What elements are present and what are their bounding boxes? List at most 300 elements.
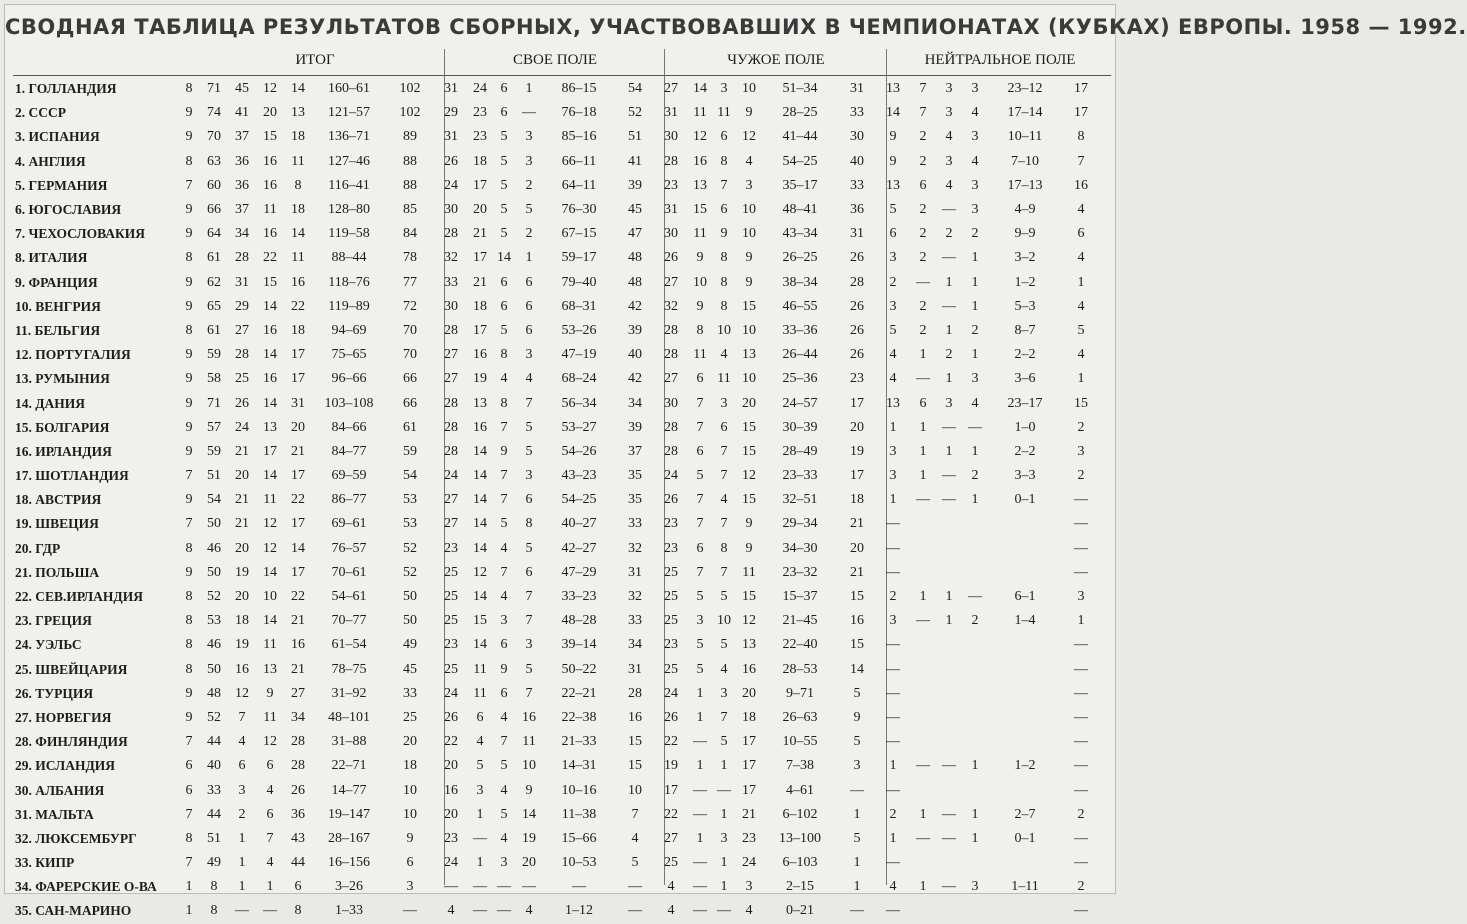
away-cell: 22–40: [782, 637, 818, 653]
team-name: 33. КИПР: [15, 855, 75, 871]
away-cell: 23–33: [782, 468, 818, 484]
away-cell: 17: [850, 468, 864, 484]
neutral-cell: 7: [919, 81, 927, 97]
away-cell: 17: [742, 734, 756, 750]
neutral-cell: —: [1074, 734, 1088, 750]
home-cell: 35: [628, 492, 642, 508]
home-cell: 86–15: [561, 81, 597, 97]
team-name: 3. ИСПАНИЯ: [15, 129, 100, 145]
away-cell: 6: [720, 419, 728, 435]
total-cell: 7: [266, 830, 274, 846]
total-cell: 33: [207, 782, 221, 798]
home-cell: 10–53: [561, 855, 597, 871]
away-cell: 30: [850, 129, 864, 145]
total-cell: 19–147: [328, 806, 370, 822]
home-cell: 4: [500, 589, 508, 605]
away-cell: —: [717, 903, 731, 919]
team-name: 24. УЭЛЬС: [15, 637, 82, 653]
table-row: [13, 851, 1100, 875]
home-cell: 14: [522, 806, 536, 822]
away-cell: 7: [720, 443, 728, 459]
total-cell: 10: [263, 589, 277, 605]
neutral-cell: 9: [889, 153, 897, 169]
neutral-cell: —: [886, 661, 900, 677]
total-cell: 11: [291, 153, 305, 169]
neutral-cell: 9–9: [1014, 226, 1036, 242]
home-cell: 28: [628, 685, 642, 701]
home-cell: 20: [522, 855, 536, 871]
neutral-cell: 2: [1077, 419, 1085, 435]
away-cell: 3: [720, 830, 728, 846]
away-cell: 14: [850, 661, 864, 677]
total-cell: 6: [294, 879, 302, 895]
neutral-cell: 17: [1074, 105, 1088, 121]
total-cell: 21: [291, 613, 305, 629]
table-row: [13, 198, 1100, 222]
away-cell: 13: [742, 347, 756, 363]
away-cell: 24: [664, 685, 678, 701]
home-cell: 16: [522, 709, 536, 725]
away-cell: 28: [664, 347, 678, 363]
home-cell: 33: [444, 274, 458, 290]
home-cell: 8: [525, 516, 533, 532]
total-cell: 22: [291, 492, 305, 508]
away-cell: 1: [720, 758, 728, 774]
home-cell: 39: [628, 322, 642, 338]
away-cell: 3: [720, 395, 728, 411]
away-cell: 36: [850, 202, 864, 218]
total-cell: 50: [207, 564, 221, 580]
neutral-cell: 2: [889, 274, 897, 290]
away-cell: —: [693, 903, 707, 919]
away-cell: 25: [664, 564, 678, 580]
total-cell: 60: [207, 177, 221, 193]
total-cell: 21: [235, 492, 249, 508]
away-cell: 25: [664, 613, 678, 629]
home-cell: 17: [473, 250, 487, 266]
neutral-cell: 3: [889, 443, 897, 459]
neutral-cell: 8: [1077, 129, 1085, 145]
total-cell: 34: [235, 226, 249, 242]
away-cell: 43–34: [782, 226, 818, 242]
away-cell: 30: [664, 226, 678, 242]
away-cell: 7: [696, 419, 704, 435]
total-cell: 41: [235, 105, 249, 121]
away-cell: 6–102: [782, 806, 818, 822]
total-cell: 17: [291, 516, 305, 532]
home-cell: 37: [628, 443, 642, 459]
total-cell: 4: [238, 734, 246, 750]
home-cell: 7: [500, 419, 508, 435]
away-cell: 9: [745, 105, 753, 121]
neutral-cell: —: [916, 492, 930, 508]
away-cell: 5: [853, 685, 861, 701]
home-cell: 28: [444, 419, 458, 435]
home-cell: 34: [628, 637, 642, 653]
table-row: [13, 609, 1100, 633]
away-cell: 33: [850, 105, 864, 121]
away-cell: 11: [717, 371, 731, 387]
away-cell: 24–57: [782, 395, 818, 411]
away-cell: 26: [850, 322, 864, 338]
table-row: [13, 899, 1100, 923]
header-neutral: НЕЙТРАЛЬНОЕ ПОЛЕ: [924, 52, 1076, 68]
home-cell: 31: [444, 129, 458, 145]
neutral-cell: 13: [886, 177, 900, 193]
total-cell: 29: [235, 298, 249, 314]
away-cell: 5: [696, 637, 704, 653]
away-cell: 24: [742, 855, 756, 871]
total-cell: 17: [291, 347, 305, 363]
total-cell: 12: [235, 685, 249, 701]
results-body: [13, 77, 1100, 924]
neutral-cell: 7: [1077, 153, 1085, 169]
away-cell: 34–30: [782, 540, 818, 556]
neutral-cell: 3: [971, 202, 979, 218]
team-name: 10. ВЕНГРИЯ: [15, 298, 101, 314]
neutral-cell: 1: [971, 492, 979, 508]
home-cell: 19: [473, 371, 487, 387]
away-cell: 16: [742, 661, 756, 677]
home-cell: 4: [447, 903, 455, 919]
neutral-cell: —: [942, 250, 956, 266]
neutral-cell: 4: [889, 879, 897, 895]
away-cell: 3: [745, 177, 753, 193]
total-cell: 20: [403, 734, 417, 750]
home-cell: —: [473, 879, 487, 895]
total-cell: 48–101: [328, 709, 370, 725]
neutral-cell: 9: [889, 129, 897, 145]
away-cell: 5: [853, 830, 861, 846]
table-row: [13, 682, 1100, 706]
away-cell: 30–39: [782, 419, 818, 435]
total-cell: 71: [207, 81, 221, 97]
home-cell: 33: [628, 613, 642, 629]
total-cell: 94–69: [331, 322, 367, 338]
away-cell: 17: [850, 395, 864, 411]
home-cell: 11: [473, 685, 487, 701]
header-home: СВОЕ ПОЛЕ: [512, 52, 597, 68]
home-cell: 5: [500, 153, 508, 169]
home-cell: 85–16: [561, 129, 597, 145]
neutral-cell: 7–10: [1011, 153, 1039, 169]
total-cell: 84: [403, 226, 417, 242]
neutral-cell: [988, 512, 1062, 536]
neutral-cell: 2: [919, 322, 927, 338]
neutral-cell: —: [886, 782, 900, 798]
total-cell: 14: [263, 613, 277, 629]
home-cell: 17: [473, 322, 487, 338]
total-cell: 44: [291, 855, 305, 871]
table-row: [13, 367, 1100, 391]
away-cell: 8: [720, 298, 728, 314]
neutral-cell: 0–1: [1014, 492, 1036, 508]
away-cell: 3: [720, 685, 728, 701]
total-cell: 8: [210, 903, 218, 919]
total-cell: 127–46: [328, 153, 370, 169]
table-row: [13, 440, 1100, 464]
table-row: [13, 778, 1100, 802]
total-cell: 18: [291, 202, 305, 218]
away-cell: 23: [664, 516, 678, 532]
home-cell: 15: [628, 758, 642, 774]
away-cell: 8: [720, 274, 728, 290]
table-row: [13, 561, 1100, 585]
total-cell: 50: [403, 589, 417, 605]
away-cell: 18: [742, 709, 756, 725]
total-cell: 13: [263, 419, 277, 435]
away-cell: 10: [742, 81, 756, 97]
neutral-cell: 3: [971, 879, 979, 895]
away-cell: 3: [720, 81, 728, 97]
total-cell: 17: [291, 564, 305, 580]
away-cell: 6: [696, 443, 704, 459]
neutral-cell: [962, 706, 988, 730]
total-cell: 119–58: [328, 226, 370, 242]
home-cell: 14: [497, 250, 511, 266]
total-cell: 70: [207, 129, 221, 145]
away-cell: 1: [720, 879, 728, 895]
team-name: 29. ИСЛАНДИЯ: [15, 758, 116, 774]
neutral-cell: 6: [889, 226, 897, 242]
neutral-cell: 4: [945, 177, 953, 193]
home-cell: 4: [500, 540, 508, 556]
neutral-cell: 2–2: [1014, 347, 1036, 363]
neutral-cell: [936, 512, 962, 536]
away-cell: 28: [664, 153, 678, 169]
total-cell: 7: [185, 516, 193, 532]
home-cell: 7: [525, 685, 533, 701]
away-cell: 1: [720, 855, 728, 871]
team-name: 2. СССР: [15, 105, 66, 121]
away-cell: 15–37: [782, 589, 818, 605]
away-cell: 7: [720, 177, 728, 193]
neutral-cell: 1: [1077, 274, 1085, 290]
total-cell: 18: [403, 758, 417, 774]
home-cell: 54–26: [561, 443, 597, 459]
total-cell: 102: [399, 81, 421, 97]
away-cell: 16: [693, 153, 707, 169]
away-cell: 11: [693, 226, 707, 242]
away-cell: 26: [850, 298, 864, 314]
away-cell: 1: [696, 830, 704, 846]
home-cell: 5: [500, 177, 508, 193]
away-cell: 1: [853, 879, 861, 895]
home-cell: 24: [444, 685, 458, 701]
home-cell: 5: [525, 419, 533, 435]
home-cell: 8: [500, 347, 508, 363]
total-cell: 9: [185, 685, 193, 701]
neutral-cell: 2: [1077, 879, 1085, 895]
neutral-cell: [988, 851, 1062, 875]
away-cell: 23: [850, 371, 864, 387]
away-cell: 9: [696, 250, 704, 266]
home-cell: 1: [525, 250, 533, 266]
total-cell: 7: [185, 806, 193, 822]
total-cell: 11: [263, 709, 277, 725]
total-cell: 12: [263, 540, 277, 556]
away-cell: 10–55: [782, 734, 818, 750]
total-cell: 66: [403, 371, 417, 387]
team-name: 11. БЕЛЬГИЯ: [15, 322, 101, 338]
team-name: 15. БОЛГАРИЯ: [15, 419, 110, 435]
away-cell: —: [693, 806, 707, 822]
table-row: [13, 246, 1100, 270]
neutral-cell: [910, 706, 936, 730]
neutral-cell: —: [942, 830, 956, 846]
neutral-cell: 1: [1077, 371, 1085, 387]
home-cell: 27: [444, 492, 458, 508]
home-cell: 5: [500, 202, 508, 218]
home-cell: 15–66: [561, 830, 597, 846]
table-row: [13, 174, 1100, 198]
home-cell: 23: [473, 105, 487, 121]
neutral-cell: 1–4: [1014, 613, 1036, 629]
total-cell: 14–77: [331, 782, 367, 798]
away-cell: 7: [696, 516, 704, 532]
neutral-cell: 3: [971, 129, 979, 145]
away-cell: 22: [664, 734, 678, 750]
total-cell: 15: [263, 274, 277, 290]
total-cell: 136–71: [328, 129, 370, 145]
neutral-cell: 1: [945, 274, 953, 290]
neutral-cell: 3: [971, 81, 979, 97]
away-cell: 5: [696, 589, 704, 605]
away-cell: 1: [853, 855, 861, 871]
neutral-cell: [936, 561, 962, 585]
away-cell: 6: [696, 371, 704, 387]
neutral-cell: 1: [919, 443, 927, 459]
away-cell: 23: [664, 177, 678, 193]
away-cell: 27: [664, 830, 678, 846]
neutral-cell: 1: [945, 322, 953, 338]
home-cell: —: [473, 830, 487, 846]
total-cell: 3: [238, 782, 246, 798]
home-cell: 76–18: [561, 105, 597, 121]
total-cell: 16–156: [328, 855, 370, 871]
home-cell: 16: [473, 419, 487, 435]
home-cell: 28: [444, 443, 458, 459]
home-cell: 16: [628, 709, 642, 725]
total-cell: 36: [235, 177, 249, 193]
total-cell: 36: [235, 153, 249, 169]
total-cell: 62: [207, 274, 221, 290]
home-cell: —: [522, 105, 536, 121]
home-cell: 51: [628, 129, 642, 145]
total-cell: 128–80: [328, 202, 370, 218]
away-cell: 35–17: [782, 177, 818, 193]
away-cell: 7: [720, 564, 728, 580]
table-row: [13, 754, 1100, 778]
neutral-cell: 3: [971, 177, 979, 193]
home-cell: 54–25: [561, 492, 597, 508]
away-cell: 13: [742, 637, 756, 653]
neutral-cell: 13: [886, 81, 900, 97]
away-cell: 26: [850, 347, 864, 363]
table-row: [13, 537, 1100, 561]
home-cell: 39: [628, 177, 642, 193]
home-cell: 3: [525, 129, 533, 145]
home-cell: 18: [473, 298, 487, 314]
total-cell: 20: [235, 468, 249, 484]
total-cell: 53: [403, 492, 417, 508]
home-cell: 9: [500, 443, 508, 459]
neutral-cell: 4: [1077, 202, 1085, 218]
home-cell: 6: [525, 322, 533, 338]
away-cell: 25: [664, 589, 678, 605]
away-cell: 31: [850, 81, 864, 97]
total-cell: 31–92: [331, 685, 367, 701]
total-cell: 16: [263, 226, 277, 242]
total-cell: 7: [185, 177, 193, 193]
home-cell: 5: [500, 322, 508, 338]
home-cell: 9: [525, 782, 533, 798]
total-cell: 9: [185, 492, 193, 508]
neutral-cell: 4: [971, 395, 979, 411]
total-cell: 34: [291, 709, 305, 725]
home-cell: 1–12: [565, 903, 593, 919]
neutral-cell: —: [916, 274, 930, 290]
total-cell: 8: [185, 81, 193, 97]
neutral-cell: 1: [945, 371, 953, 387]
total-cell: 20: [235, 589, 249, 605]
neutral-cell: [962, 561, 988, 585]
away-cell: 38–34: [782, 274, 818, 290]
away-cell: 23–32: [782, 564, 818, 580]
total-cell: 16: [263, 371, 277, 387]
home-cell: 7: [500, 468, 508, 484]
away-cell: 11: [717, 105, 731, 121]
neutral-cell: 1: [1077, 613, 1085, 629]
total-cell: 10: [403, 782, 417, 798]
total-cell: 116–41: [328, 177, 370, 193]
total-cell: 6: [238, 758, 246, 774]
total-cell: 54: [403, 468, 417, 484]
away-cell: 26–63: [782, 709, 818, 725]
total-cell: 16: [235, 661, 249, 677]
total-cell: 22: [263, 250, 277, 266]
away-cell: 26: [664, 709, 678, 725]
neutral-cell: 2: [945, 226, 953, 242]
total-cell: 84–77: [331, 443, 367, 459]
total-cell: 78–75: [331, 661, 367, 677]
away-cell: 1: [853, 806, 861, 822]
total-cell: 8: [294, 177, 302, 193]
neutral-cell: [910, 899, 936, 923]
home-cell: 10–16: [561, 782, 597, 798]
total-cell: 1: [238, 830, 246, 846]
away-cell: 28: [850, 274, 864, 290]
table-row: [13, 875, 1100, 899]
home-cell: 4: [525, 903, 533, 919]
home-cell: 50–22: [561, 661, 597, 677]
home-cell: 26: [444, 153, 458, 169]
total-cell: 54: [207, 492, 221, 508]
away-cell: 9: [720, 226, 728, 242]
away-cell: —: [850, 903, 864, 919]
neutral-cell: 23–17: [1007, 395, 1043, 411]
total-cell: 7: [238, 709, 246, 725]
total-cell: 28: [235, 250, 249, 266]
neutral-cell: —: [942, 492, 956, 508]
home-cell: 28: [444, 322, 458, 338]
neutral-cell: —: [1074, 637, 1088, 653]
away-cell: 41–44: [782, 129, 818, 145]
home-cell: 14: [473, 589, 487, 605]
total-cell: 12: [263, 734, 277, 750]
total-cell: 50: [207, 661, 221, 677]
away-cell: 28–25: [782, 105, 818, 121]
